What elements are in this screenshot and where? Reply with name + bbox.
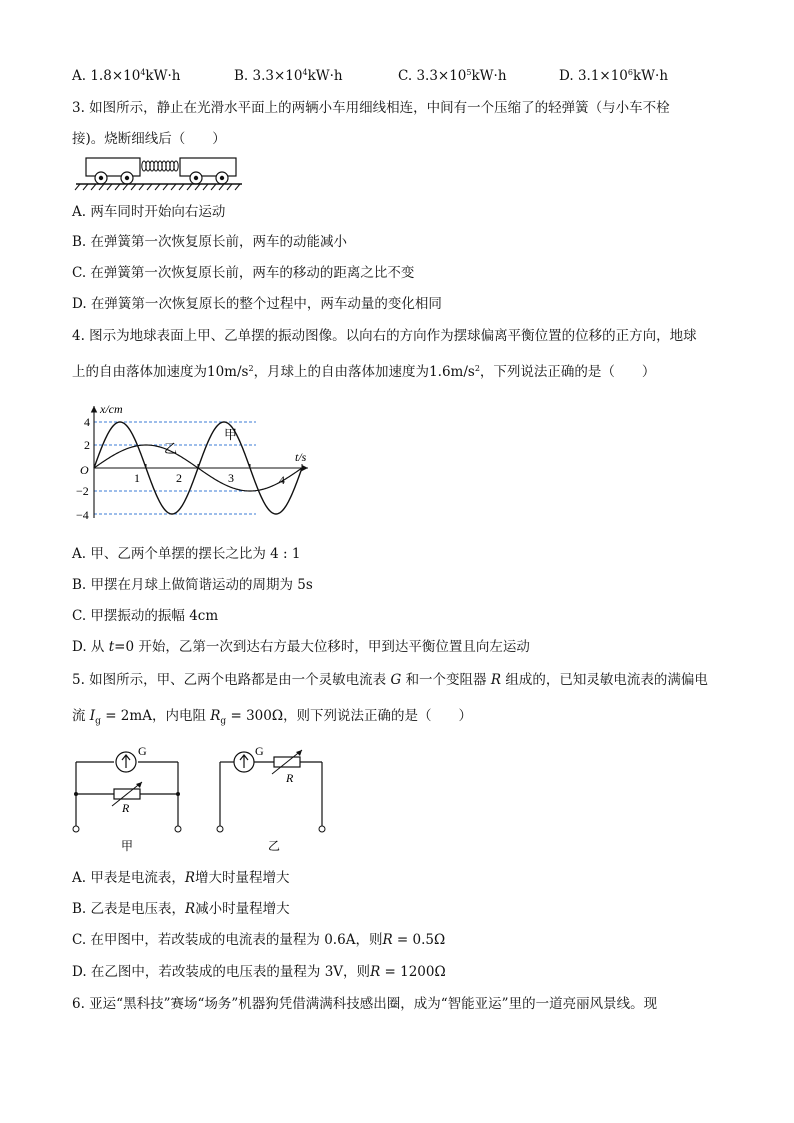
q3-option-b: B. 在弹簧第一次恢复原长前，两车的动能减小: [72, 234, 348, 250]
q3-option-d: D. 在弹簧第一次恢复原长的整个过程中，两车动量的变化相同: [72, 296, 442, 312]
label-yi: 乙: [164, 441, 178, 456]
y-tick-neg2: −2: [76, 484, 89, 498]
q4-option-a: A. 甲、乙两个单摆的摆长之比为 4 : 1: [72, 546, 301, 562]
two-carts-spring-figure: [74, 154, 244, 196]
q3-stem-line1: 3. 如图所示，静止在光滑水平面上的两辆小车用细线相连，中间有一个压缩了的轻弹簧（与小车不栓: [72, 100, 670, 116]
x-tick-4: 4: [279, 473, 285, 487]
q3-option-c: C. 在弹簧第一次恢复原长前，两车的移动的距离之比不变: [72, 265, 415, 281]
cart-left: [86, 158, 140, 184]
y-tick-2: 2: [84, 438, 90, 452]
q5-stem-line1: 5. 如图所示，甲、乙两个电路都是由一个灵敏电流表 G 和一个变阻器 R 组成的，已知灵敏电流表的满偏电: [72, 672, 708, 688]
q2-option-d: D. $3.1\times 10^6kW\cdot h$: [559, 68, 669, 84]
label-r-yi: R: [286, 771, 294, 785]
q2-option-b: B. $3.3\times 10^4kW\cdot h$: [234, 68, 343, 84]
label-g-jia: G: [138, 744, 147, 758]
origin-label: O: [80, 463, 89, 477]
q4-option-d: D. 从 t=0 开始，乙第一次到达右方最大位移时，甲到达平衡位置且向左运动: [72, 639, 530, 655]
q5-option-c: C. 在甲图中，若改装成的电流表的量程为 0.6A，则R = 0.5Ω: [72, 932, 446, 948]
circuit-jia-figure: [70, 744, 190, 856]
caption-jia: 甲: [121, 839, 134, 853]
q4-option-c: C. 甲摆振动的振幅 4cm: [72, 608, 219, 624]
q2-option-a: A. $1.8\times 10^4kW\cdot h$: [72, 68, 181, 84]
q4-option-b: B. 甲摆在月球上做简谐运动的周期为 5s: [72, 577, 313, 593]
label-g-yi: G: [255, 744, 264, 758]
q3-stem-line2: 接)。烧断细线后（ ）: [72, 131, 226, 147]
y-tick-neg4: −4: [76, 508, 89, 522]
circuit-yi-figure: [214, 744, 334, 856]
x-axis-label: t/s: [295, 450, 307, 464]
ground-surface: [75, 184, 242, 190]
q5-option-a: A. 甲表是电流表，R增大时量程增大: [72, 870, 290, 886]
x-tick-3: 3: [228, 471, 234, 485]
caption-yi: 乙: [268, 839, 281, 853]
q5-stem-line2: 流 $I_g = 2mA$，内电阻 $R_g = 300\Omega$，则下列说法正确的是（ ）: [72, 708, 473, 727]
compressed-spring: [142, 161, 178, 171]
x-tick-1: 1: [134, 471, 140, 485]
q5-option-b: B. 乙表是电压表，R减小时量程增大: [72, 901, 290, 917]
y-axis-label: x/cm: [100, 402, 123, 416]
q4-stem-line1: 4. 图示为地球表面上甲、乙单摆的振动图像。以向右的方向作为摆球偏离平衡位置的位移的正方向，地球: [72, 328, 697, 344]
q3-option-a: A. 两车同时开始向右运动: [72, 204, 226, 220]
q2-option-c: C. $3.3\times 10^5kW\cdot h$: [398, 68, 507, 84]
q4-stem-line2: 上的自由落体加速度为$10m/s^2$，月球上的自由落体加速度为$1.6m/s^2$，下列说法正确的是（ ）: [72, 364, 656, 380]
x-tick-marks: [146, 464, 302, 468]
label-r-jia: R: [122, 801, 130, 815]
y-tick-4: 4: [84, 415, 90, 429]
g-moon: 1.6m/s: [429, 364, 475, 380]
cart-right: [180, 158, 236, 184]
oscillation-chart: [74, 396, 324, 526]
q5-option-d: D. 在乙图中，若改装成的电压表的量程为 3V，则R = 1200Ω: [72, 964, 446, 980]
g-earth: 10m/s: [207, 364, 249, 380]
x-tick-2: 2: [176, 471, 182, 485]
label-jia: 甲: [224, 427, 238, 442]
q6-stem-line1: 6. 亚运“黑科技”赛场“场务”机器狗凭借满满科技感出圈，成为“智能亚运”里的一道亮丽风景线。现: [72, 996, 658, 1012]
